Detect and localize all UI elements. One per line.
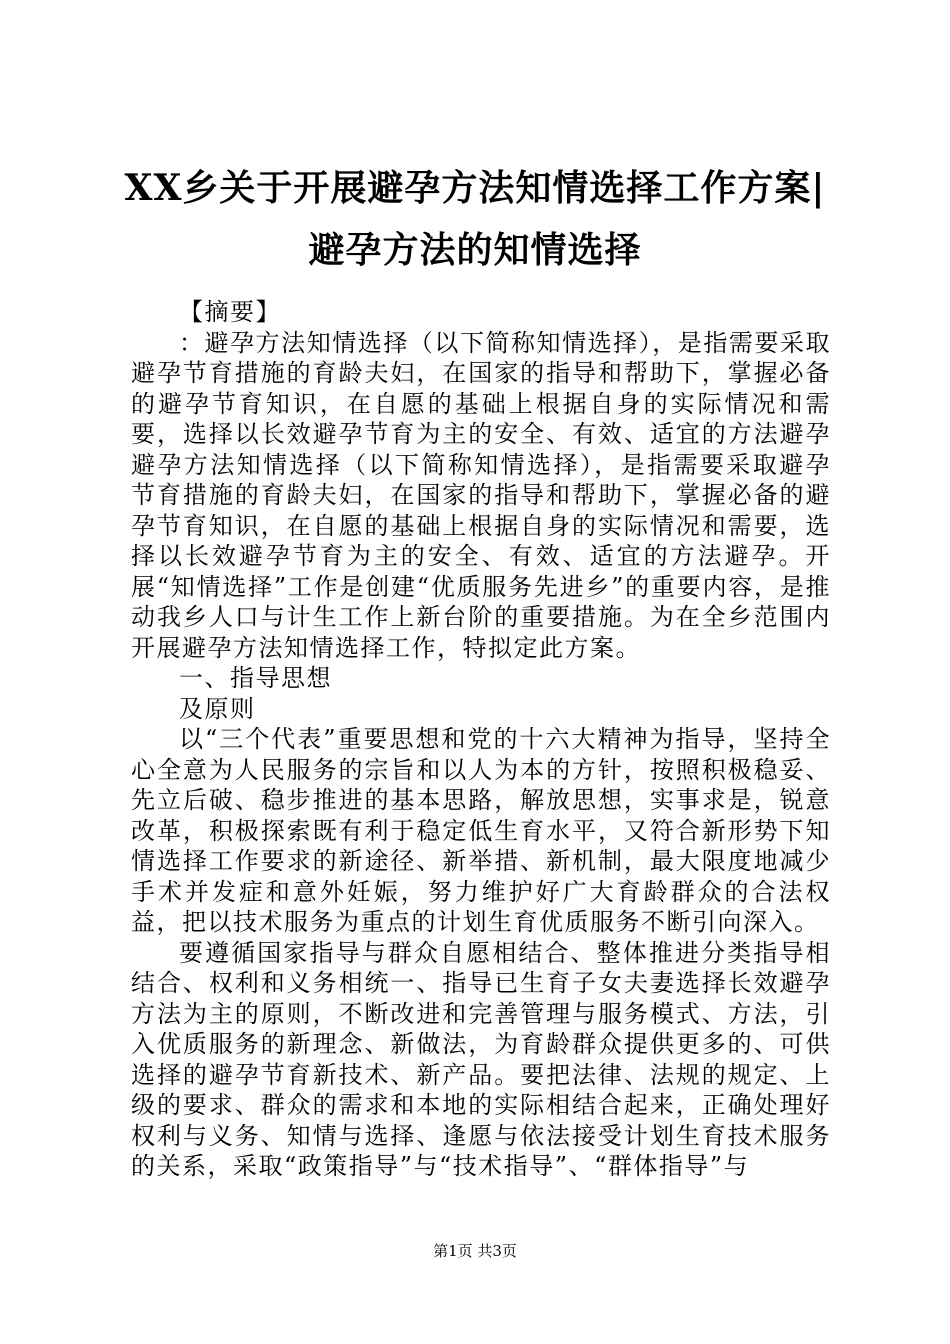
paragraph: 以“三个代表”重要思想和党的十六大精神为指导，坚持全心全意为人民服务的宗旨和以人为本的方针，按照积极稳妥、先立后破、稳步推进的基本思路，解放思想，实事求是，锐意改革，积极探索既有利于稳定低生育水平，又符合新形势下知情选择工作要求的新途径、新举措、新机制，最大限度地减少手术并发症和意外妊娠，努力维护好广大育龄群众的合法权益，把以技术服务为重点的计划生育优质服务不断引向深入。	[131, 725, 831, 936]
section-heading: 一、指导思想	[179, 664, 332, 692]
page-number-footer: 第1页 共3页	[433, 1242, 517, 1260]
document-body	[131, 297, 831, 1182]
paragraph: ：避孕方法知情选择（以下简称知情选择），是指需要采取避孕节育措施的育龄夫妇，在国家的指导和帮助下，掌握必备的避孕节育知识，在自愿的基础上根据自身的实际情况和需要，选择以长效避孕节育为主的安全、有效、适宜的方法避孕避孕方法知情选择（以下简称知情选择），是指需要采取避孕节育措施的育龄夫妇，在国家的指导和帮助下，掌握必备的避孕节育知识，在自愿的基础上根据自身的实际情况和需要，选择以长效避孕节育为主的安全、有效、适宜的方法避孕。开展“知情选择”工作是创建“优质服务先进乡”的重要内容，是推动我乡人口与计生工作上新台阶的重要措施。为在全乡范围内开展避孕方法知情选择工作，特拟定此方案。	[131, 328, 831, 662]
section-heading-continuation: 及原则	[179, 694, 256, 723]
abstract-heading: 【摘要】	[179, 298, 281, 326]
document-title: XX乡关于开展避孕方法知情选择工作方案|避孕方法的知情选择	[124, 167, 826, 271]
paragraph: 要遵循国家指导与群众自愿相结合、整体推进分类指导相结合、权利和义务相统一、指导已生育子女夫妻选择长效避孕方法为主的原则，不断改进和完善管理与服务模式、方法，引入优质服务的新理念、新做法，为育龄群众提供更多的、可供选择的避孕节育新技术、新产品。要把法律、法规的规定、上级的要求、群众的需求和本地的实际相结合起来，正确处理好权利与义务、知情与选择、逢愿与依法接受计划生育技术服务的关系，采取“政策指导”与“技术指导”、“群体指导”与	[131, 938, 831, 1180]
